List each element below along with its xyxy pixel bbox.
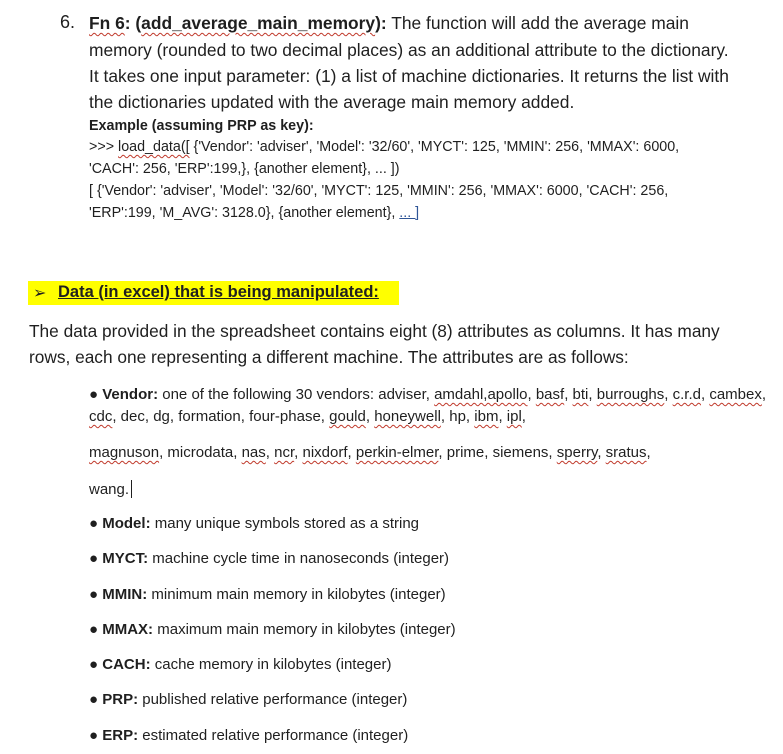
vendor-text: , microdata, bbox=[159, 444, 242, 461]
attribute-item bbox=[89, 691, 407, 708]
vendor-sep: , bbox=[588, 386, 597, 403]
example-heading: Example (assuming PRP as key): bbox=[89, 118, 314, 134]
vendor-sep: , bbox=[700, 386, 710, 403]
vendor-name: ipl bbox=[506, 408, 522, 425]
function-close: ): bbox=[375, 13, 387, 33]
attribute-item bbox=[89, 656, 392, 673]
attribute-desc: published relative performance (integer) bbox=[138, 691, 408, 708]
vendor-sep: , bbox=[664, 386, 673, 403]
attribute-desc: minimum main memory in kilobytes (integer) bbox=[147, 586, 446, 603]
vendor-name: amdahl,apollo bbox=[434, 386, 528, 403]
list-number: 6. bbox=[60, 12, 76, 32]
vendor-text: , prime, siemens, bbox=[438, 444, 557, 461]
example-line-2: 'CACH': 256, 'ERP':199,}, {another element}, ... ]) bbox=[89, 161, 400, 177]
vendor-sep: , bbox=[365, 408, 375, 425]
vendor-name: c.r.d bbox=[672, 386, 701, 403]
vendor-name: bti bbox=[572, 386, 589, 403]
bullet-icon: ● bbox=[89, 621, 99, 638]
vendor-line-1 bbox=[89, 386, 766, 403]
vendor-sep: , bbox=[521, 408, 526, 425]
bullet-icon: ● bbox=[89, 656, 99, 673]
section-heading: Data (in excel) that is being manipulated: bbox=[58, 283, 379, 301]
example-line-3: [ {'Vendor': 'adviser', 'Model': '32/60', 'MYCT': 125, 'MMIN': 256, 'MMAX': 6000, 'CACH': 256, bbox=[89, 183, 669, 199]
vendor-name: burroughs bbox=[596, 386, 665, 403]
attribute-desc: cache memory in kilobytes (integer) bbox=[150, 656, 392, 673]
bullet-icon: ● bbox=[89, 727, 99, 744]
example-line-4 bbox=[89, 205, 419, 221]
attribute-desc: many unique symbols stored as a string bbox=[150, 515, 420, 532]
function-desc-line-3: It takes one input parameter: (1) a list of machine dictionaries. It returns the list with bbox=[89, 66, 729, 86]
example-args: {'Vendor': 'adviser', 'Model': '32/60', 'MYCT': 125, 'MMIN': 256, 'MMAX': 6000, bbox=[189, 139, 680, 155]
vendor-name: magnuson bbox=[89, 444, 160, 461]
attribute-label: PRP: bbox=[102, 691, 139, 708]
example-line-1 bbox=[89, 139, 679, 155]
vendor-last: wang. bbox=[89, 481, 130, 498]
vendor-sep: , bbox=[294, 444, 303, 461]
vendor-sep: , bbox=[265, 444, 275, 461]
vendor-sep: , bbox=[527, 386, 536, 403]
bullet-icon: ● bbox=[89, 386, 99, 403]
vendor-line-2 bbox=[89, 408, 526, 425]
attribute-label: MMIN: bbox=[102, 586, 148, 603]
text-cursor bbox=[131, 480, 132, 498]
vendor-name: ncr bbox=[274, 444, 295, 461]
attribute-item bbox=[89, 550, 449, 567]
function-desc-line-4: the dictionaries updated with the average main memory added. bbox=[89, 92, 575, 112]
vendor-line-4[interactable] bbox=[89, 480, 132, 498]
vendor-name: basf bbox=[535, 386, 565, 403]
vendor-name: gould bbox=[329, 408, 366, 425]
attribute-item bbox=[89, 727, 408, 744]
example-result: 'ERP':199, 'M_AVG': 3128.0}, {another element}, bbox=[89, 205, 400, 221]
function-identifier: add_average_main_memory bbox=[141, 13, 376, 33]
attribute-item bbox=[89, 621, 456, 638]
attribute-label: MMAX: bbox=[102, 621, 154, 638]
function-label: Fn 6 bbox=[89, 13, 125, 33]
attribute-item bbox=[89, 515, 419, 532]
vendor-name: nixdorf bbox=[302, 444, 348, 461]
vendor-name: ibm bbox=[474, 408, 499, 425]
vendor-sep: , bbox=[597, 444, 606, 461]
vendor-line-3 bbox=[89, 444, 651, 461]
vendor-text: , hp, bbox=[440, 408, 475, 425]
function-name bbox=[89, 13, 387, 33]
vendor-name: cdc bbox=[89, 408, 113, 425]
vendor-sep: , bbox=[564, 386, 573, 403]
attribute-desc: estimated relative performance (integer) bbox=[138, 727, 409, 744]
vendor-sep: , bbox=[347, 444, 356, 461]
vendor-sep: , bbox=[761, 386, 767, 403]
vendor-sep: , bbox=[498, 408, 507, 425]
vendor-text: one of the following 30 vendors: adviser, bbox=[158, 386, 435, 403]
vendor-name: perkin-elmer bbox=[355, 444, 439, 461]
vendor-name: sperry bbox=[556, 444, 598, 461]
vendor-name: sratus bbox=[605, 444, 647, 461]
example-call: load_data([ bbox=[118, 139, 190, 155]
bullet-icon: ● bbox=[89, 550, 99, 567]
example-prompt: >>> bbox=[89, 139, 119, 155]
function-desc-line-2: memory (rounded to two decimal places) as an additional attribute to the dictionary. bbox=[89, 40, 729, 60]
attribute-desc: maximum main memory in kilobytes (integer) bbox=[153, 621, 456, 638]
attribute-label: CACH: bbox=[102, 656, 151, 673]
vendor-sep: , bbox=[646, 444, 651, 461]
vendor-name: cambex bbox=[709, 386, 762, 403]
attribute-item bbox=[89, 586, 446, 603]
function-desc-text-1: The function will add the average main bbox=[386, 13, 689, 33]
bullet-icon: ● bbox=[89, 691, 99, 708]
attribute-label: MYCT: bbox=[102, 550, 149, 567]
attribute-desc: machine cycle time in nanoseconds (integer) bbox=[148, 550, 450, 567]
bullet-icon: ● bbox=[89, 586, 99, 603]
function-punct: : ( bbox=[124, 13, 142, 33]
attribute-label: Model: bbox=[102, 515, 151, 532]
arrow-bullet-icon: ➢ bbox=[33, 285, 47, 302]
vendor-name: honeywell bbox=[374, 408, 441, 425]
bullet-icon: ● bbox=[89, 515, 99, 532]
data-paragraph-line-1: The data provided in the spreadsheet contains eight (8) attributes as columns. It has many bbox=[29, 321, 720, 341]
function-desc-line-1 bbox=[89, 10, 689, 36]
vendor-text: , dec, dg, formation, four-phase, bbox=[112, 408, 330, 425]
data-paragraph-line-2: rows, each one representing a different machine. The attributes are as follows: bbox=[29, 347, 629, 367]
attribute-label: ERP: bbox=[102, 727, 139, 744]
vendor-label: Vendor: bbox=[102, 386, 159, 403]
vendor-name: nas bbox=[241, 444, 266, 461]
example-ellipsis: ... ] bbox=[399, 205, 420, 221]
